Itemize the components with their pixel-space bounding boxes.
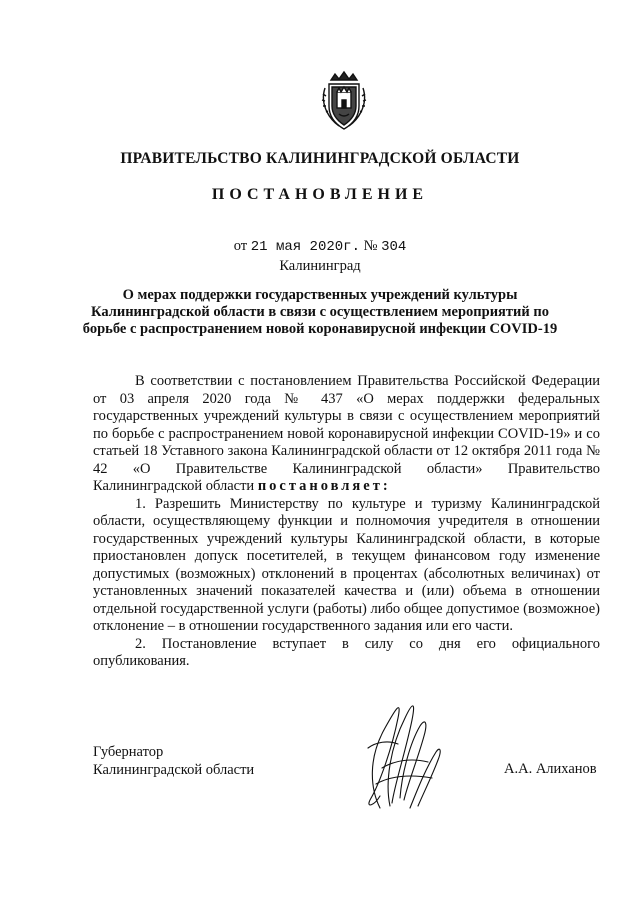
signatory-position [93,743,254,779]
date-prefix: от [233,238,248,254]
document-type: ПОСТАНОВЛЕНИЕ [211,186,429,203]
document-date: 21 мая 2020г. [250,239,360,255]
subject-line: О мерах поддержки государственных учреждений культуры [122,287,518,303]
number-prefix: № [363,238,378,254]
document-number: 304 [381,239,407,255]
position-line: Калининградской области [93,762,255,778]
date-line [0,238,640,255]
subject-line: борьбе с распространением новой коронавирусной инфекции COVID-19 [82,321,558,337]
government-title: ПРАВИТЕЛЬСТВО КАЛИНИНГРАДСКОЙ ОБЛАСТИ [120,150,520,167]
document-body [93,373,600,671]
handwritten-signature [340,688,460,823]
signatory-name: А.А. Алиханов [504,761,597,777]
document-city: Калининград [279,258,361,274]
item-1-paragraph: 1. Разрешить Министерству по культуре и туризму Калининградской области, осуществляющему функции и полномочия учредителя в отношении государственных учреждений культуры Калининградской области, в которые приостановлен допуск посетителей, в текущем финансовом году изменение допустимых (возможных) отклонений в процентах (абсолютных величинах) от установленных значений показателей качества и (или) объема в отношении отдельной государственной услуги (работы) либо общее допустимое (возможное) отклонение – в отношении государственного задания или его части. [93,495,600,634]
coat-of-arms-icon [317,70,371,132]
preamble-text: В соответствии с постановлением Правительства Российской Федерации от 03 апреля 2020 года № 437 «О мерах поддержки федеральных государственных учреждений культуры в связи с осуществлением мероприятий по борьбе с распространением новой коронавирусной инфекции COVID-19» и со статьей 18 Уставного закона Калининградской области от 12 октября 2011 года № 42 «О Правительстве Калининградской области» Правительство Калининградской области [93,373,600,494]
item-2-paragraph: 2. Постановление вступает в силу со дня его официального опубликования. [93,635,600,669]
preamble-paragraph [93,373,600,496]
document-subject [0,287,640,338]
subject-line: Калининградской области в связи с осуществлением мероприятий по [91,304,549,320]
decree-word: постановляет: [257,478,391,494]
position-line: Губернатор [93,744,164,760]
